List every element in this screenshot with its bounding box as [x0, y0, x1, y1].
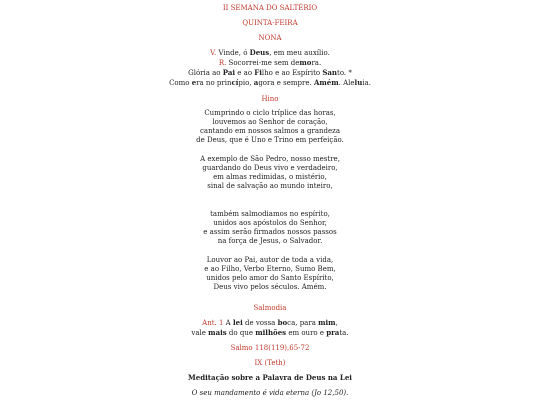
antiphon-text: ta. — [339, 329, 349, 337]
antiphon-text: em ouro e — [286, 329, 327, 337]
sicut-text: gora e sempre. — [258, 79, 314, 87]
hymn-line: Cumprindo o ciclo tríplice das horas, — [204, 109, 336, 117]
hymn-line: unidos aos apóstolos do Senhor, — [213, 219, 327, 227]
antiphon-line — [0, 319, 540, 327]
antiphon-text: ca, para — [287, 319, 319, 327]
hymn-line: cantando em nossos salmos a grandeza — [199, 127, 341, 135]
sicut-text: . Ale — [338, 79, 355, 87]
gloria-accent: Pai — [222, 68, 236, 77]
gloria-text: to. * — [337, 69, 352, 77]
antiphon-text: de vossa — [242, 319, 278, 327]
hymn-line: louvemos ao Senhor de coração, — [212, 118, 328, 126]
antiphon-accent: lei — [232, 318, 243, 327]
hymn-line: A exemplo de São Pedro, nosso mestre, — [200, 155, 340, 163]
antiphon-text: vale — [191, 329, 209, 337]
psalm-reference: Salmo 118(119),65-72 — [230, 344, 310, 352]
week-heading: II SEMANA DO SALTÉRIO — [222, 4, 318, 12]
sicut-line — [0, 79, 540, 87]
gloria-text: Glória ao — [188, 69, 223, 77]
sicut-accent: a — [253, 78, 259, 87]
response-accent: mo — [299, 58, 312, 67]
day-heading: QUINTA-FEIRA — [242, 19, 298, 27]
versicle-accent: Deus — [249, 48, 270, 57]
sicut-accent: Amém — [313, 78, 339, 87]
psalm-title: Meditação sobre a Palavra de Deus na Lei — [188, 373, 352, 382]
antiphon-text: , — [335, 319, 338, 327]
sicut-accent: cí — [231, 78, 239, 87]
antiphon-accent: bo — [277, 318, 288, 327]
hymn-line: na força de Jesus, o Salvador. — [217, 237, 323, 245]
antiphon-accent: mim — [318, 318, 336, 327]
hymn-line: guardando do Deus vivo e verdadeiro, — [202, 164, 338, 172]
psalmody-title: Salmodia — [253, 304, 287, 312]
response-text: Socorrei-me sem de — [228, 59, 300, 67]
antiphon-marker: Ant. 1 — [202, 319, 224, 327]
hymn-line: Deus vivo pelos séculos. Amém. — [213, 283, 327, 291]
versicle-line — [0, 49, 540, 57]
gloria-text: lho e ao Espírito — [261, 69, 323, 77]
hymn-line: Louvor ao Pai, autor de toda a vida, — [206, 256, 334, 264]
antiphon-accent: pra — [326, 328, 340, 337]
versicle-text: Vinde, ó — [218, 49, 250, 57]
hymn-title: Hino — [261, 95, 279, 103]
response-line — [0, 59, 540, 67]
sicut-accent: lu — [354, 78, 363, 87]
antiphon-accent: mais — [208, 328, 227, 337]
hour-heading: NONA — [258, 34, 282, 42]
psalm-epigraph: O seu mandamento é vida eterna (Jo 12,50). — [191, 389, 349, 397]
antiphon-line — [0, 329, 540, 337]
psalm-section: IX (Teth) — [254, 359, 286, 367]
antiphon-text: A — [223, 319, 233, 327]
sicut-text: ra no prin — [196, 79, 232, 87]
hymn-line: em almas redimidas, o mistério, — [213, 173, 327, 181]
antiphon-accent: milhões — [255, 328, 287, 337]
gloria-accent: San — [322, 68, 338, 77]
antiphon-text: do que — [226, 329, 256, 337]
versicle-text: , em meu auxílio. — [269, 49, 330, 57]
gloria-text: e ao — [235, 69, 255, 77]
response-marker: R. — [218, 59, 227, 67]
hymn-line: de Deus, que é Uno e Trino em perfeição. — [196, 136, 344, 144]
hymn-line: também salmodiamos no espírito, — [210, 210, 330, 218]
gloria-accent: Fi — [254, 68, 262, 77]
hymn-line: sinal de salvação ao mundo inteiro, — [207, 182, 333, 190]
sicut-text: ia. — [362, 79, 371, 87]
response-text: ra. — [311, 59, 322, 67]
sicut-text: Como — [169, 79, 192, 87]
hymn-line: unidos pelo amor do Santo Espírito, — [206, 274, 334, 282]
gloria-line — [0, 69, 540, 77]
sicut-accent: e — [191, 78, 197, 87]
hymn-line: e ao Filho, Verbo Eterno, Sumo Bem, — [204, 265, 336, 273]
versicle-marker: V. — [210, 49, 217, 57]
sicut-text: pio, — [238, 79, 254, 87]
hymn-line: e assim serão firmados nossos passos — [203, 228, 337, 236]
